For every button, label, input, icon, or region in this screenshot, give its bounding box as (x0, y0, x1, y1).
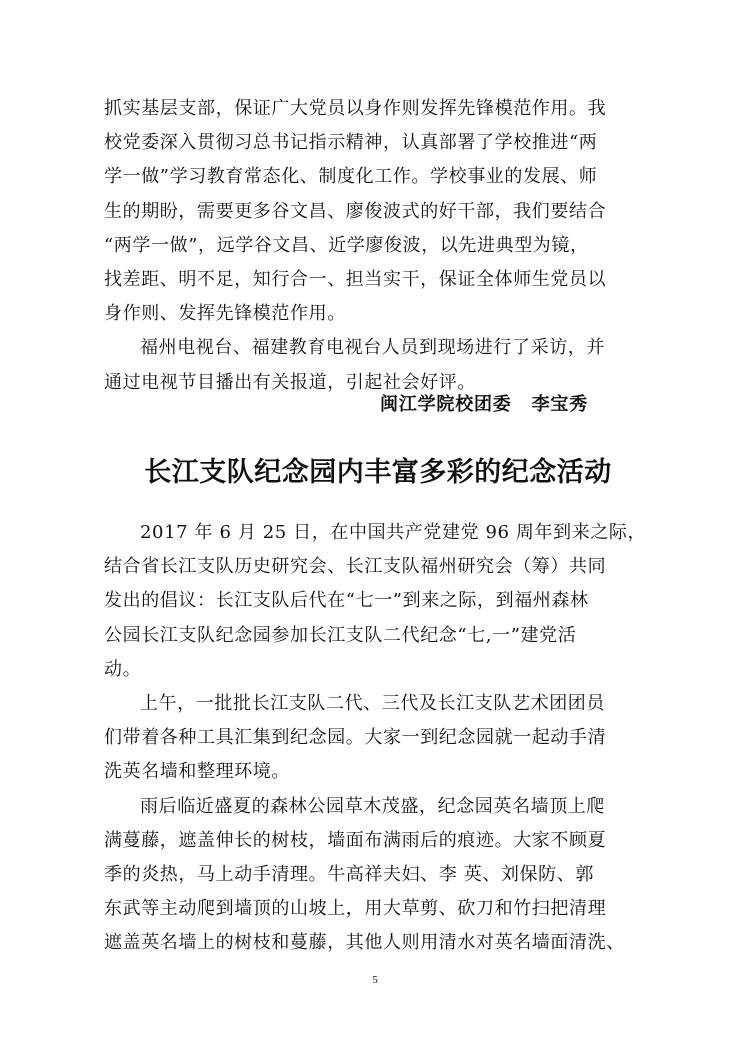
page-number: 5 (372, 974, 378, 986)
paragraph-line: 公园长江支队纪念园参加长江支队二代纪念“七,一”建党活 (104, 624, 577, 646)
article-body (104, 516, 652, 961)
paragraph-line: 抓实基层支部，保证广大党员以身作则发挥先锋模范作用。我 (104, 98, 607, 119)
paragraph-line: 上午，一批批长江支队二代、三代及长江支队艺术团团员 (140, 693, 605, 715)
article-title: 长江支队纪念园内丰富多彩的纪念活动 (144, 457, 612, 488)
paragraph-line: 洗英名墙和整理环境。 (104, 761, 290, 783)
paragraph-line: 通过电视节目播出有关报道，引起社会好评。 (104, 371, 476, 393)
paragraph-line: 遮盖英名墙上的树枝和蔓藤，其他人则用清水对英名墙面清洗、 (104, 932, 625, 954)
paragraph-line: 动。 (104, 658, 142, 680)
paragraph-line: “两学一做”，远学谷文昌、近学廖俊波，以先进典型为镜， (104, 234, 589, 256)
paragraph-line: 们带着各种工具汇集到纪念园。大家一到纪念园就一起动手清 (104, 727, 607, 749)
paragraph-line: 学一做”学习教育常态化、制度化工作。学校事业的发展、师 (104, 166, 598, 188)
top-text-block (104, 92, 652, 400)
paragraph-line: 福州电视台、福建教育电视台人员到现场进行了采访，并 (140, 337, 605, 359)
paragraph-line: 2017 年 6 月 25 日，在中国共产党建党 96 周年到来之际， (140, 522, 647, 543)
paragraph-line: 结合省长江支队历史研究会、长江支队福州研究会（筹）共同 (104, 556, 607, 578)
paragraph-line: 找差距、明不足，知行合一、担当实干，保证全体师生党员以 (104, 269, 607, 291)
signature-author: 李宝秀 (531, 394, 589, 415)
paragraph-line: 满蔓藤，遮盖伸长的树枝，墙面布满雨后的痕迹。大家不顾夏 (104, 829, 607, 851)
paragraph-line: 雨后临近盛夏的森林公园草木茂盛，纪念园英名墙顶上爬 (140, 795, 605, 817)
paragraph-line: 生的期盼，需要更多谷文昌、廖俊波式的好干部，我们要结合 (104, 200, 607, 222)
paragraph-line: 季的炎热，马上动手清理。牛高祥夫妇、李 英、刘保防、郭 (104, 864, 594, 886)
paragraph-line: 发出的倡议：长江支队后代在“七一”到来之际，到福州森林 (104, 590, 589, 612)
paragraph-line: 校党委深入贯彻习总书记指示精神，认真部署了学校推进“两 (104, 132, 598, 154)
paragraph-line: 东武等主动爬到墙顶的山坡上，用大草剪、砍刀和竹扫把清理 (104, 898, 607, 920)
signature-organization: 闽江学院校团委 (380, 394, 512, 415)
signature-line (380, 390, 652, 416)
paragraph-line: 身作则、发挥先锋模范作用。 (104, 303, 346, 325)
